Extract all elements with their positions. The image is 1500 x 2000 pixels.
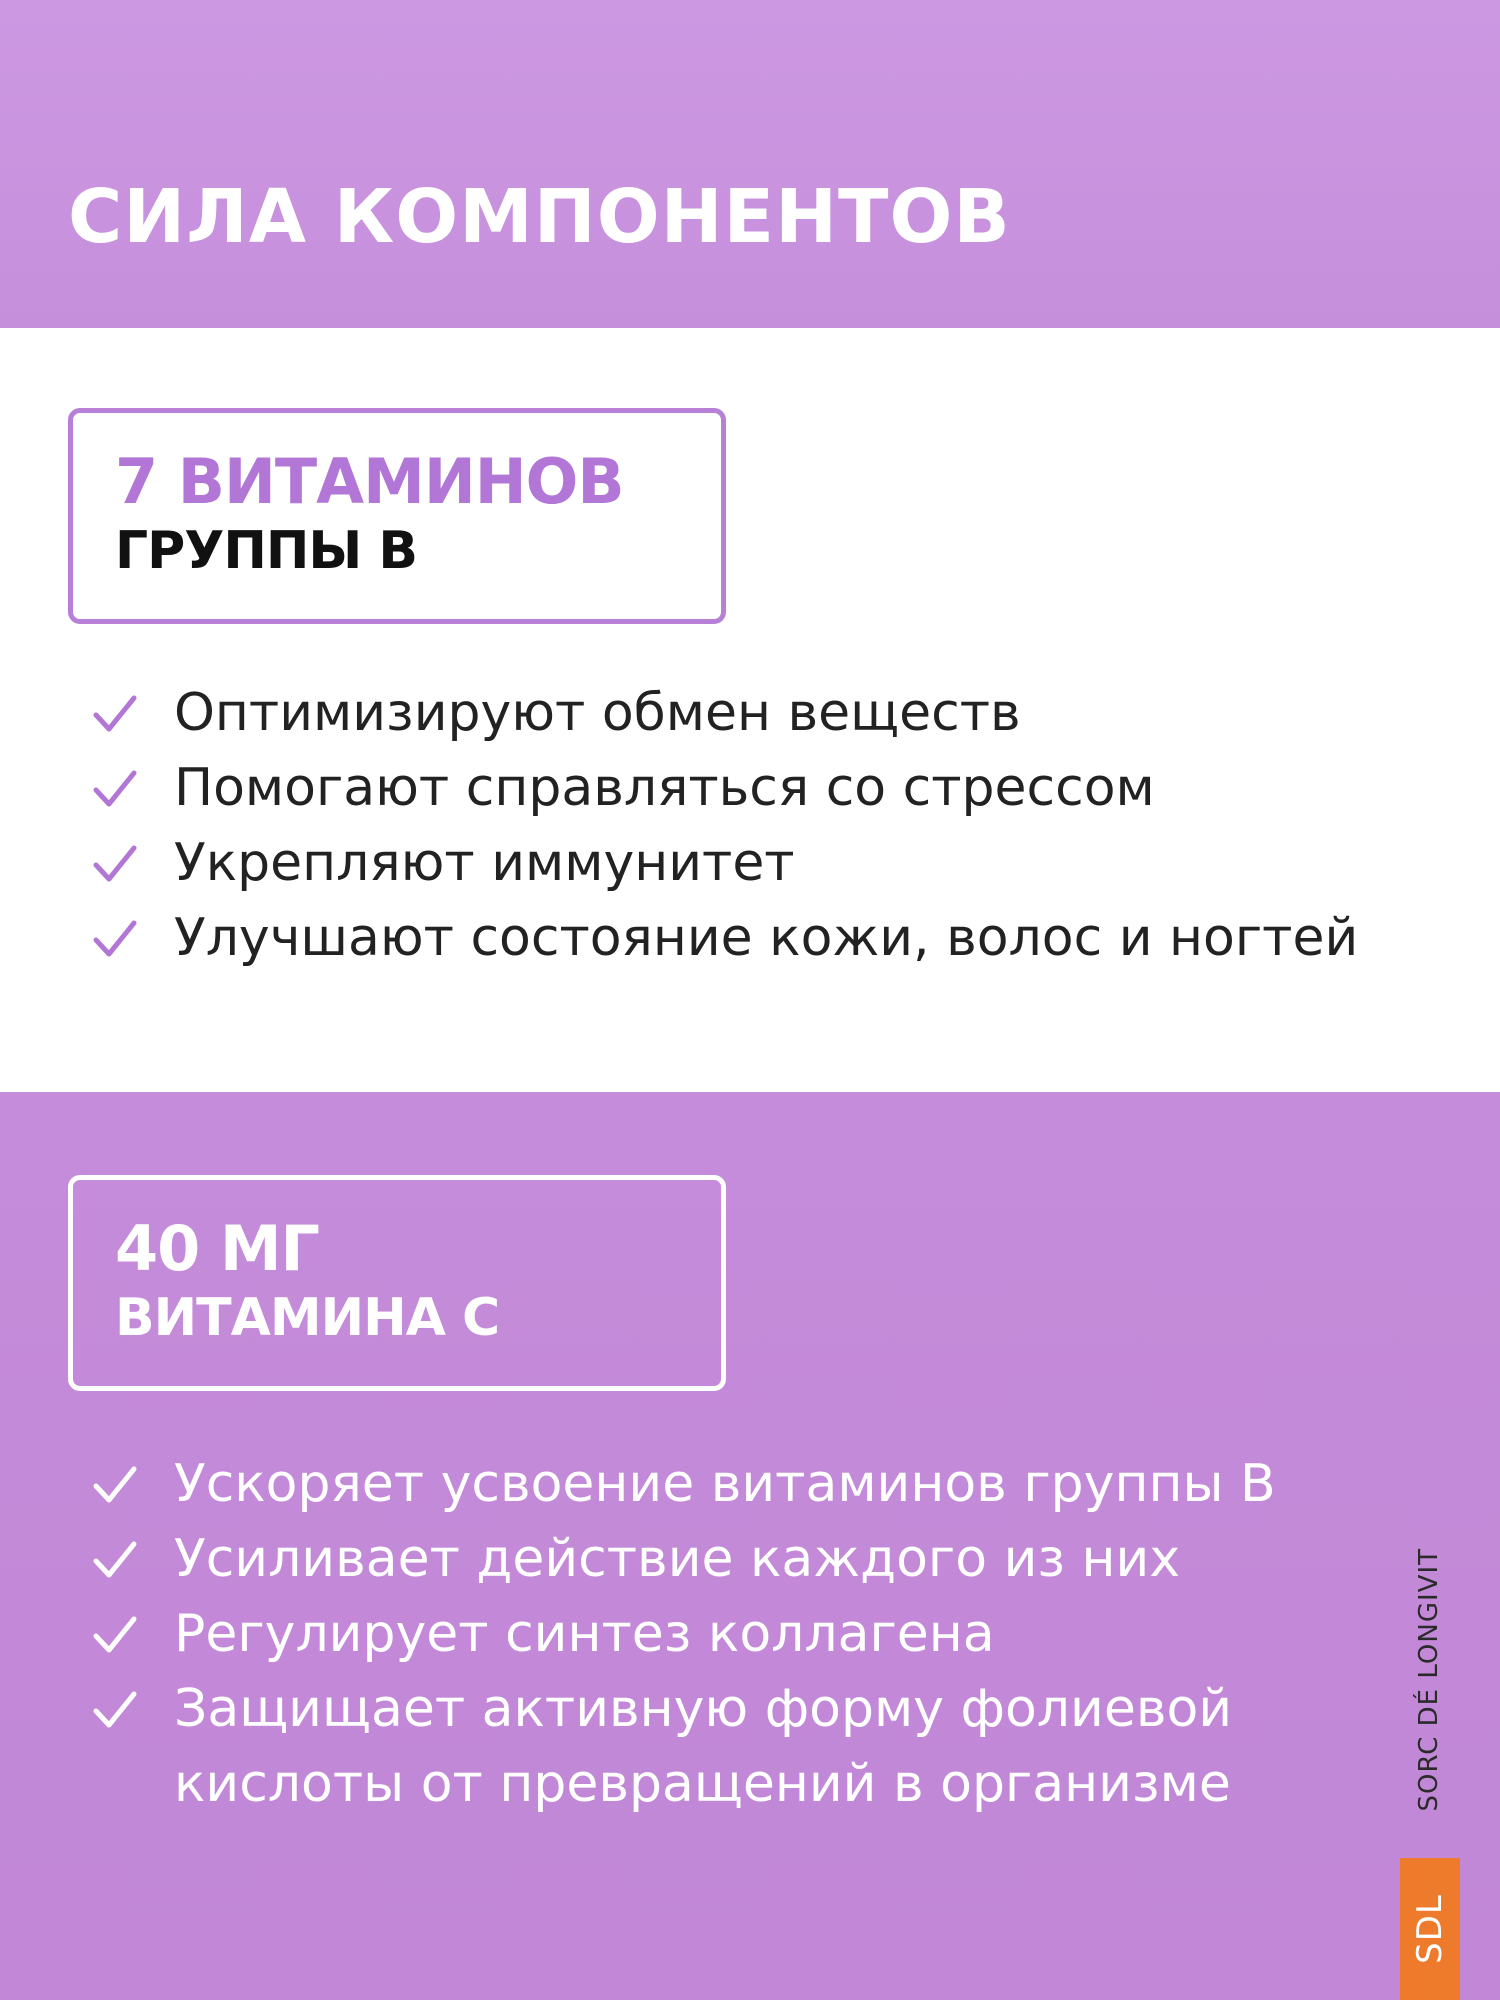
list-item-text: Усиливает действие каждого из них <box>174 1529 1181 1589</box>
list-item-text: Защищает активную форму фолиевой кислоты от превращений в организме <box>174 1679 1233 1814</box>
vitamin-c-heading-line2: ВИТАМИНА С <box>115 1288 500 1348</box>
list-item <box>92 1522 1324 1597</box>
brand-mark <box>1400 1548 1460 2000</box>
list-item <box>92 1597 1324 1672</box>
vitamin-b-heading-line2: ГРУППЫ В <box>115 521 417 581</box>
header-band <box>0 0 1500 328</box>
list-item-text: Помогают справляться со стрессом <box>174 758 1155 818</box>
brand-badge-text: SDL <box>1410 1894 1450 1964</box>
vitamin-b-benefits-list <box>92 676 1358 976</box>
check-icon <box>92 1690 138 1730</box>
list-item-text: Регулирует синтез коллагена <box>174 1604 995 1664</box>
check-icon <box>92 844 138 884</box>
list-item <box>92 1447 1324 1522</box>
list-item-text: Оптимизируют обмен веществ <box>174 683 1021 743</box>
check-icon <box>92 1540 138 1580</box>
vitamin-c-heading-line1: 40 МГ <box>115 1212 320 1285</box>
list-item <box>92 751 1358 826</box>
list-item <box>92 901 1358 976</box>
vitamin-c-benefits-list <box>92 1447 1324 1822</box>
page-title: СИЛА КОМПОНЕНТОВ <box>68 174 1011 260</box>
list-item-text: Укрепляют иммунитет <box>174 833 795 893</box>
list-item <box>92 826 1358 901</box>
check-icon <box>92 1465 138 1505</box>
list-item-text: Улучшают состояние кожи, волос и ногтей <box>174 908 1359 968</box>
check-icon <box>92 694 138 734</box>
brand-badge <box>1400 1858 1460 2000</box>
check-icon <box>92 919 138 959</box>
vitamin-b-heading-box <box>68 408 726 624</box>
check-icon <box>92 769 138 809</box>
list-item <box>92 1672 1324 1822</box>
vitamin-c-heading-box <box>68 1175 726 1391</box>
check-icon <box>92 1615 138 1655</box>
list-item <box>92 676 1358 751</box>
vitamin-b-heading-line1: 7 ВИТАМИНОВ <box>115 445 624 518</box>
list-item-text: Ускоряет усвоение витаминов группы В <box>174 1454 1276 1514</box>
brand-name: SORC DÉ LONGIVIT <box>1414 1548 1444 1812</box>
